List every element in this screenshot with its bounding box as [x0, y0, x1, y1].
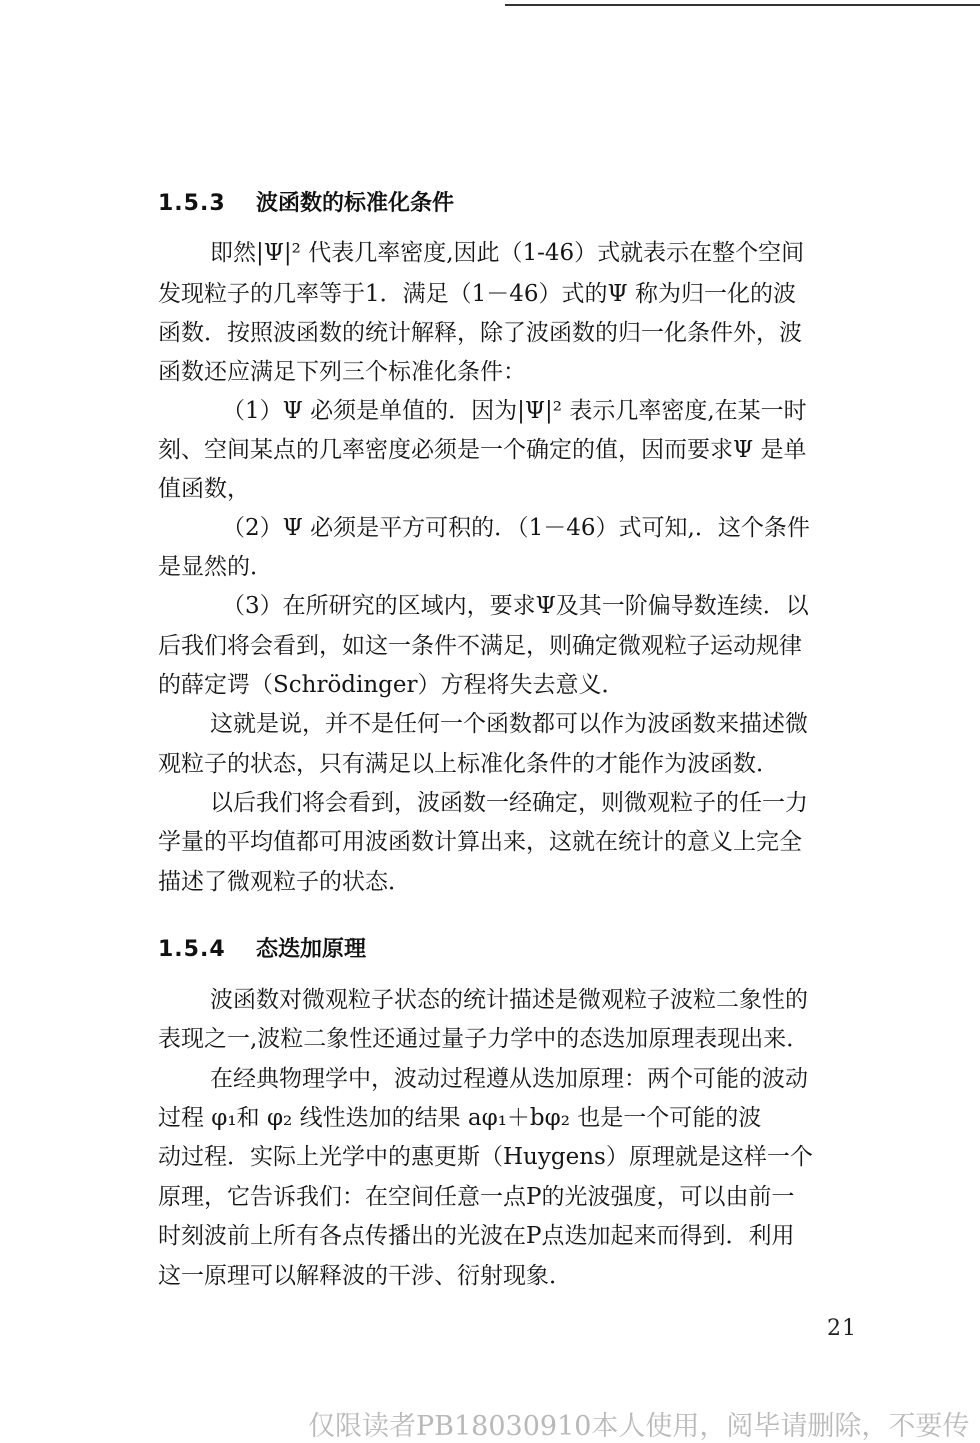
top-rule — [505, 4, 980, 6]
text-line: 这一原理可以解释波的干涉、衍射现象． — [158, 1263, 572, 1289]
section-heading-1-5-3 — [158, 186, 454, 217]
section-number: 1.5.3 — [158, 191, 226, 216]
text-line: 刻、空间某点的几率密度必须是一个确定的值，因而要求Ψ 是单 — [158, 437, 807, 463]
text-line: 这就是说，并不是任何一个函数都可以作为波函数来描述微 — [210, 711, 808, 737]
text-line: 的薛定谔（Schrödinger）方程将失去意义． — [158, 672, 625, 698]
text-line: 波函数对微观粒子状态的统计描述是微观粒子波粒二象性的 — [210, 987, 808, 1013]
text-line: 后我们将会看到，如这一条件不满足，则确定微观粒子运动规律 — [158, 633, 802, 659]
text-line: 观粒子的状态，只有满足以上标准化条件的才能作为波函数． — [158, 751, 779, 777]
text-line: 原理，它告诉我们：在空间任意一点P的光波强度，可以由前一 — [158, 1184, 795, 1210]
section-title: 态迭加原理 — [256, 937, 367, 962]
text-line: 时刻波前上所有各点传播出的光波在P点迭加起来而得到．利用 — [158, 1223, 795, 1249]
text-line: （2）Ψ 必须是平方可积的．（1－46）式可知,．这个条件 — [222, 515, 810, 541]
text-line: 学量的平均值都可用波函数计算出来，这就在统计的意义上完全 — [158, 829, 802, 855]
text-line: 函数．按照波函数的统计解释，除了波函数的归一化条件外，波 — [158, 320, 802, 346]
text-line: （1）Ψ 必须是单值的．因为|Ψ|² 表示几率密度,在某一时 — [222, 398, 807, 424]
watermark: 仅限读者PB18030910本人使用，阅毕请删除，不要传 — [308, 1411, 970, 1442]
text-line: 发现粒子的几率等于1．满足（1－46）式的Ψ 称为归一化的波 — [158, 281, 797, 307]
section-title: 波函数的标准化条件 — [256, 191, 455, 216]
section-heading-1-5-4 — [158, 932, 366, 963]
text-line: 函数还应满足下列三个标准化条件： — [158, 359, 526, 385]
text-line: 表现之一,波粒二象性还通过量子力学中的态迭加原理表现出来． — [158, 1026, 810, 1052]
text-line: 以后我们将会看到，波函数一经确定，则微观粒子的任一力 — [210, 790, 808, 816]
page-number: 21 — [827, 1316, 857, 1341]
text-line: 即然|Ψ|² 代表几率密度,因此（1-46）式就表示在整个空间 — [210, 240, 805, 266]
text-line: 值函数， — [158, 476, 250, 502]
text-line: 描述了微观粒子的状态． — [158, 869, 411, 895]
text-line: 动过程．实际上光学中的惠更斯（Huygens）原理就是这样一个 — [158, 1144, 813, 1170]
text-line: 过程 φ₁和 φ₂ 线性迭加的结果 aφ₁＋bφ₂ 也是一个可能的波 — [158, 1105, 762, 1131]
text-line: 是显然的． — [158, 554, 273, 580]
text-line: （3）在所研究的区域内，要求Ψ及其一阶偏导数连续．以 — [222, 593, 809, 619]
text-line: 在经典物理学中，波动过程遵从迭加原理：两个可能的波动 — [210, 1066, 808, 1092]
section-number: 1.5.4 — [158, 937, 226, 962]
